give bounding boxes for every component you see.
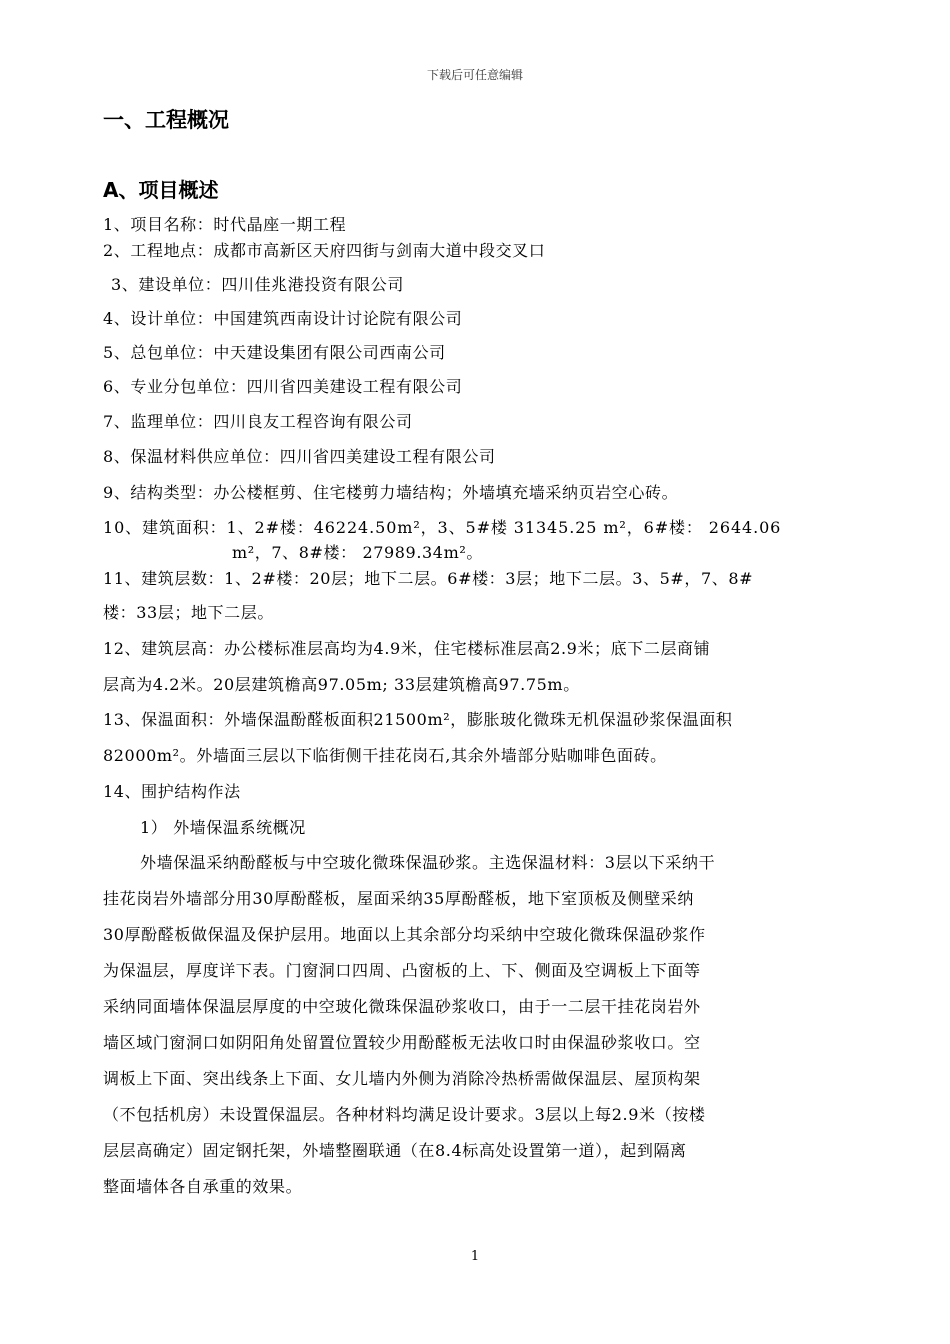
item-owner: 3、建设单位：四川佳兆港投资有限公司 <box>111 275 404 294</box>
item-project-name: 1、项目名称：时代晶座一期工程 <box>103 215 347 234</box>
paragraph-line: 为保温层，厚度详下表。门窗洞口四周、凸窗板的上、下、侧面及空调板上下面等 <box>103 961 701 980</box>
item-general-contractor: 5、总包单位：中天建设集团有限公司西南公司 <box>103 343 446 362</box>
paragraph-line: （不包括机房）未设置保温层。各种材料均满足设计要求。3层以上每2.9米（按楼 <box>103 1105 706 1124</box>
sub-heading-wall-insulation: 1） 外墙保温系统概况 <box>140 818 306 837</box>
paragraph-line: 整面墙体各自承重的效果。 <box>103 1177 303 1196</box>
page-header: 下载后可任意编辑 <box>426 68 523 82</box>
paragraph-line: 挂花岗岩外墙部分用30厚酚醛板，屋面采纳35厚酚醛板，地下室顶板及侧壁采纳 <box>103 889 694 908</box>
page-number: 1 <box>470 1249 480 1264</box>
paragraph-line: 30厚酚醛板做保温及保护层用。地面以上其余部分均采纳中空玻化微珠保温砂浆作 <box>103 925 706 944</box>
paragraph-line: 外墙保温采纳酚醛板与中空玻化微珠保温砂浆。主选保温材料：3层以下采纳干 <box>140 853 716 872</box>
item-floor-height-cont: 层高为4.2米。20层建筑檐高97.05m; 33层建筑檐高97.75m。 <box>103 675 580 694</box>
section-heading: 一、工程概况 <box>103 108 229 132</box>
item-location: 2、工程地点：成都市高新区天府四街与剑南大道中段交叉口 <box>103 241 546 260</box>
item-envelope-method: 14、围护结构作法 <box>103 782 241 801</box>
item-floor-height: 12、建筑层高：办公楼标准层高均为4.9米，住宅楼标准层高2.9米；底下二层商铺 <box>103 639 711 658</box>
item-building-area: 10、建筑面积：1、2#楼：46224.50m²，3、5#楼 31345.25 m²，6#楼： 2644.06 <box>103 518 782 537</box>
item-material-supplier: 8、保温材料供应单位：四川省四美建设工程有限公司 <box>103 447 496 466</box>
paragraph-line: 采纳同面墙体保温层厚度的中空玻化微珠保温砂浆收口，由于一二层干挂花岗岩外 <box>103 997 701 1016</box>
paragraph-line: 调板上下面、突出线条上下面、女儿墙内外侧为消除冷热桥需做保温层、屋顶构架 <box>103 1069 701 1088</box>
item-designer: 4、设计单位：中国建筑西南设计讨论院有限公司 <box>103 309 463 328</box>
item-supervisor: 7、监理单位：四川良友工程咨询有限公司 <box>103 412 413 431</box>
item-insulation-area-cont: 82000m²。外墙面三层以下临街侧干挂花岗石,其余外墙部分贴咖啡色面砖。 <box>103 746 667 765</box>
item-floor-count: 11、建筑层数：1、2#楼：20层；地下二层。6#楼：3层；地下二层。3、5#，7、8# <box>103 569 754 588</box>
paragraph-line: 墙区域门窗洞口如阴阳角处留置位置较少用酚醛板无法收口时由保温砂浆收口。空 <box>103 1033 701 1052</box>
item-subcontractor: 6、专业分包单位：四川省四美建设工程有限公司 <box>103 377 463 396</box>
item-building-area-cont: m²，7、8#楼： 27989.34m²。 <box>232 543 483 562</box>
item-insulation-area: 13、保温面积：外墙保温酚醛板面积21500m²，膨胀玻化微珠无机保温砂浆保温面积 <box>103 710 733 729</box>
paragraph-line: 层层高确定）固定钢托架，外墙整圈联通（在8.4标高处设置第一道），起到隔离 <box>103 1141 687 1160</box>
item-floor-count-cont: 楼：33层；地下二层。 <box>103 603 274 622</box>
subsection-heading: A、项目概述 <box>103 178 219 202</box>
item-structure-type: 9、结构类型：办公楼框剪、住宅楼剪力墙结构；外墙填充墙采纳页岩空心砖。 <box>103 483 679 502</box>
